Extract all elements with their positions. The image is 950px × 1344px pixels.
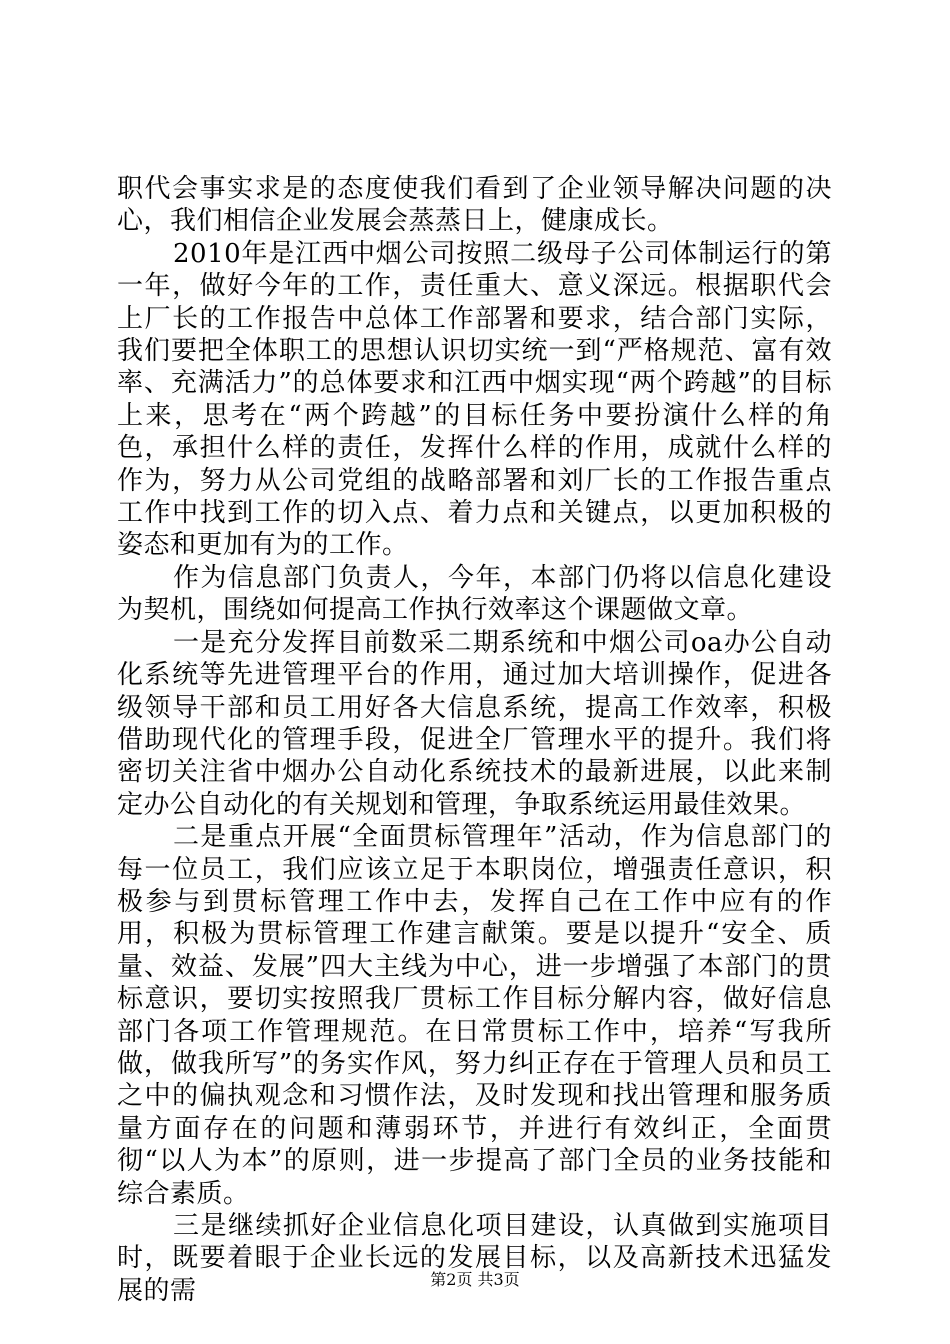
document-body <box>117 173 832 1307</box>
page-footer: 第2页 共3页 <box>430 1270 520 1289</box>
paragraph-continuation: 职代会事实求是的态度使我们看到了企业领导解决问题的决心，我们相信企业发展会蒸蒸日上，健康成长。 <box>117 174 832 237</box>
paragraph-point-one: 一是充分发挥目前数采二期系统和中烟公司oa办公自动化系统等先进管理平台的作用，通过加大培训操作，促进各级领导干部和员工用好各大信息系统，提高工作效率，积极借助现代化的管理手段，促进全厂管理水平的提升。我们将密切关注省中烟办公自动化系统技术的最新进展，以此来制定办公自动化的有关规划和管理，争取系统运用最佳效果。 <box>117 627 832 820</box>
paragraph-2010-overview: 2010年是江西中烟公司按照二级母子公司体制运行的第一年，做好今年的工作，责任重大、意义深远。根据职代会上厂长的工作报告中总体工作部署和要求，结合部门实际，我们要把全体职工的思想认识切实统一到“严格规范、富有效率、充满活力”的总体要求和江西中烟实现“两个跨越”的目标上来，思考在“两个跨越”的目标任务中要扮演什么样的角色，承担什么样的责任，发挥什么样的作用，成就什么样的作为，努力从公司党组的战略部署和刘厂长的工作报告重点工作中找到工作的切入点、着力点和关键点，以更加积极的姿态和更加有为的工作。 <box>117 238 832 561</box>
paragraph-point-three: 三是继续抓好企业信息化项目建设，认真做到实施项目时，既要着眼于企业长远的发展目标，以及高新技术迅猛发展的需 <box>117 1211 832 1306</box>
paragraph-point-two: 二是重点开展“全面贯标管理年”活动，作为信息部门的每一位员工，我们应该立足于本职岗位，增强责任意识，积极参与到贯标管理工作中去，发挥自己在工作中应有的作用，积极为贯标管理工作建言献策。要是以提升“安全、质量、效益、发展”四大主线为中心，进一步增强了本部门的贯标意识，要切实按照我厂贯标工作目标分解内容，做好信息部门各项工作管理规范。在日常贯标工作中，培养“写我所做，做我所写”的务实作风，努力纠正存在于管理人员和员工之中的偏执观念和习惯作法，及时发现和找出管理和服务质量方面存在的问题和薄弱环节，并进行有效纠正，全面贯彻“以人为本”的原则，进一步提高了部门全员的业务技能和综合素质。 <box>117 822 832 1209</box>
paragraph-department-head: 作为信息部门负责人，今年，本部门仍将以信息化建设为契机，围绕如何提高工作执行效率这个课题做文章。 <box>117 562 832 626</box>
